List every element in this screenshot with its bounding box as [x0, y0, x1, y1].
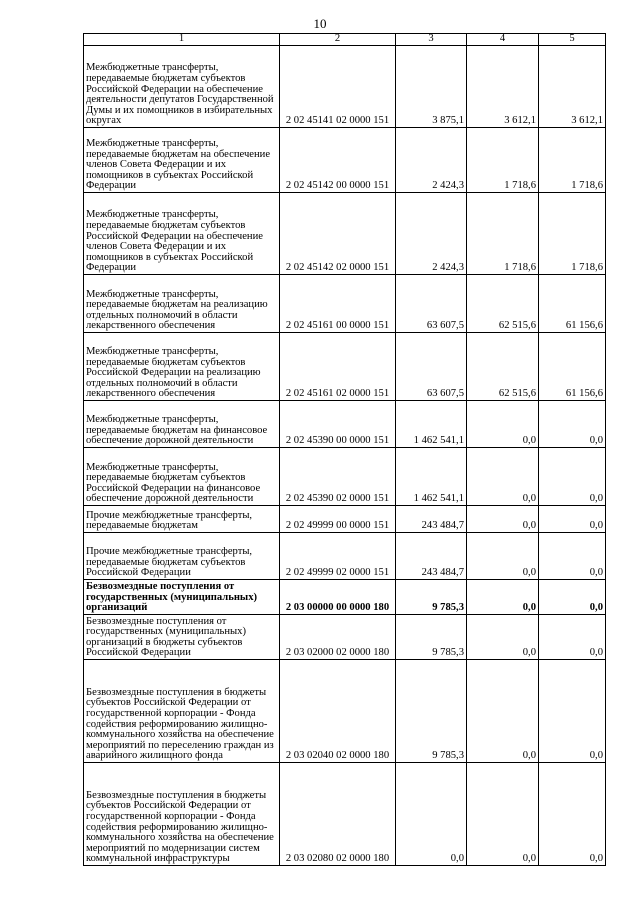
row-name-cell: Безвозмездные поступления в бюджеты субъектов Российской Федерации от государственной корпорации - Фонда содействия реформированию жилищно-коммунального хозяйства на обеспечение мероприятий по модернизации систем коммунальной инфраструктуры	[84, 763, 280, 866]
row-value-col3: 243 484,7	[396, 506, 467, 533]
table-row	[84, 448, 606, 506]
row-value-col5: 0,0	[539, 580, 606, 615]
row-name-cell: Прочие межбюджетные трансферты, передаваемые бюджетам субъектов Российской Федерации	[84, 533, 280, 580]
row-value-col5: 3 612,1	[539, 46, 606, 128]
row-value-col3: 63 607,5	[396, 333, 467, 401]
row-name-cell: Межбюджетные трансферты, передаваемые бюджетам на реализацию отдельных полномочий в области лекарственного обеспечения	[84, 275, 280, 333]
row-value-col4: 0,0	[467, 615, 539, 660]
row-value-col4: 0,0	[467, 506, 539, 533]
row-value-col4: 1 718,6	[467, 128, 539, 193]
row-code-cell: 2 03 00000 00 0000 180	[280, 580, 396, 615]
row-code-cell: 2 03 02040 02 0000 180	[280, 660, 396, 763]
row-code-cell: 2 02 45390 00 0000 151	[280, 401, 396, 448]
row-name-cell: Межбюджетные трансферты, передаваемые бюджетам субъектов Российской Федерации на обеспечение деятельности депутатов Государственной Думы и их помощников в избирательных округах	[84, 46, 280, 128]
row-name-cell: Безвозмездные поступления в бюджеты субъектов Российской Федерации от государственной корпорации - Фонда содействия реформированию жилищно-коммунального хозяйства на обеспечение мероприятий по переселению граждан из аварийного жилищного фонда	[84, 660, 280, 763]
row-value-col5: 0,0	[539, 401, 606, 448]
row-value-col4: 0,0	[467, 401, 539, 448]
row-value-col4: 0,0	[467, 448, 539, 506]
row-name-cell: Безвозмездные поступления от государственных (муниципальных) организаций в бюджеты субъектов Российской Федерации	[84, 615, 280, 660]
row-value-col3: 9 785,3	[396, 660, 467, 763]
row-value-col5: 0,0	[539, 448, 606, 506]
row-value-col3: 63 607,5	[396, 275, 467, 333]
page-number: 10	[313, 16, 327, 31]
row-code-cell: 2 02 45141 02 0000 151	[280, 46, 396, 128]
row-value-col5: 0,0	[539, 660, 606, 763]
row-value-col3: 0,0	[396, 763, 467, 866]
row-value-col4: 0,0	[467, 660, 539, 763]
row-value-col4: 1 718,6	[467, 193, 539, 275]
row-value-col4: 62 515,6	[467, 275, 539, 333]
row-value-col5: 61 156,6	[539, 333, 606, 401]
row-code-cell: 2 02 45142 02 0000 151	[280, 193, 396, 275]
row-value-col4: 0,0	[467, 763, 539, 866]
row-value-col3: 1 462 541,1	[396, 401, 467, 448]
row-value-col5: 1 718,6	[539, 193, 606, 275]
row-value-col3: 9 785,3	[396, 580, 467, 615]
row-code-cell: 2 02 45161 00 0000 151	[280, 275, 396, 333]
row-name-cell: Межбюджетные трансферты, передаваемые бюджетам субъектов Российской Федерации на обеспечение членов Совета Федерации и их помощников в субъектах Российской Федерации	[84, 193, 280, 275]
table-row	[84, 660, 606, 763]
row-value-col3: 3 875,1	[396, 46, 467, 128]
table-row	[84, 580, 606, 615]
column-header: 4	[467, 34, 539, 46]
row-value-col4: 3 612,1	[467, 46, 539, 128]
budget-table	[83, 33, 606, 866]
table-header-row	[84, 34, 606, 46]
table-row	[84, 128, 606, 193]
row-code-cell: 2 02 49999 02 0000 151	[280, 533, 396, 580]
column-header: 2	[280, 34, 396, 46]
column-header: 5	[539, 34, 606, 46]
table-row	[84, 763, 606, 866]
row-name-cell: Безвозмездные поступления от государственных (муниципальных) организаций	[84, 580, 280, 615]
row-value-col3: 2 424,3	[396, 193, 467, 275]
table-row	[84, 275, 606, 333]
row-name-cell: Межбюджетные трансферты, передаваемые бюджетам субъектов Российской Федерации на финансовое обеспечение дорожной деятельности	[84, 448, 280, 506]
table-row	[84, 533, 606, 580]
column-header: 1	[84, 34, 280, 46]
table-row	[84, 46, 606, 128]
row-value-col5: 0,0	[539, 506, 606, 533]
table-row	[84, 401, 606, 448]
row-value-col4: 0,0	[467, 580, 539, 615]
column-header: 3	[396, 34, 467, 46]
row-name-cell: Межбюджетные трансферты, передаваемые бюджетам субъектов Российской Федерации на реализацию отдельных полномочий в области лекарственного обеспечения	[84, 333, 280, 401]
row-value-col5: 0,0	[539, 615, 606, 660]
row-code-cell: 2 02 45390 02 0000 151	[280, 448, 396, 506]
row-code-cell: 2 02 49999 00 0000 151	[280, 506, 396, 533]
row-code-cell: 2 03 02000 02 0000 180	[280, 615, 396, 660]
table-row	[84, 333, 606, 401]
table-row	[84, 506, 606, 533]
row-value-col3: 1 462 541,1	[396, 448, 467, 506]
row-value-col3: 9 785,3	[396, 615, 467, 660]
row-value-col3: 2 424,3	[396, 128, 467, 193]
row-value-col3: 243 484,7	[396, 533, 467, 580]
row-name-cell: Межбюджетные трансферты, передаваемые бюджетам на обеспечение членов Совета Федерации и их помощников в субъектах Российской Федерации	[84, 128, 280, 193]
row-code-cell: 2 02 45142 00 0000 151	[280, 128, 396, 193]
row-value-col5: 0,0	[539, 533, 606, 580]
row-name-cell: Межбюджетные трансферты, передаваемые бюджетам на финансовое обеспечение дорожной деятельности	[84, 401, 280, 448]
row-code-cell: 2 02 45161 02 0000 151	[280, 333, 396, 401]
row-value-col4: 0,0	[467, 533, 539, 580]
row-value-col5: 1 718,6	[539, 128, 606, 193]
row-value-col5: 61 156,6	[539, 275, 606, 333]
row-value-col4: 62 515,6	[467, 333, 539, 401]
row-code-cell: 2 03 02080 02 0000 180	[280, 763, 396, 866]
table-row	[84, 193, 606, 275]
row-value-col5: 0,0	[539, 763, 606, 866]
table-row	[84, 615, 606, 660]
row-name-cell: Прочие межбюджетные трансферты, передаваемые бюджетам	[84, 506, 280, 533]
